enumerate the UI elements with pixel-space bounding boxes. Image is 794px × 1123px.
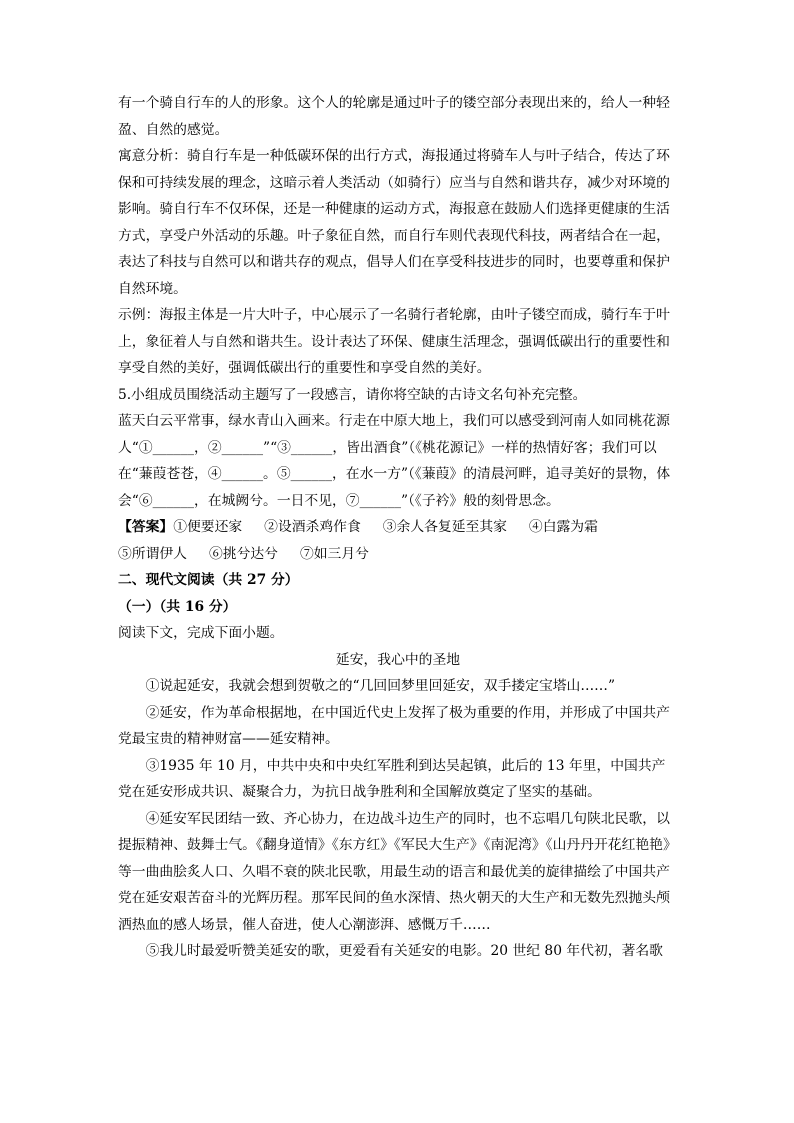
article-paragraph: ②延安，作为革命根据地，在中国近代史上发挥了极为重要的作用，并形成了中国共产党最宝贵的精神财富——延安精神。 — [118, 704, 670, 747]
article-paragraph: ④延安军民团结一致、齐心协力，在边战斗边生产的同时，也不忘唱几句陕北民歌，以提振精神、鼓舞士气。《翻身道情》《东方红》《军民大生产》《南泥湾》《山丹丹开花红艳艳》等一曲曲脍炙人口、久唱不衰的陕北民歌，用最生动的语言和最优美的旋律描绘了中国共产党在延安艰苦奋斗的光辉历程。那军民间的鱼水深情、热火朝天的大生产和无数先烈抛头颅洒热血的感人场景，催人奋进，使人心潮澎湃、感慨万千…… — [118, 810, 677, 933]
answer-item: ②设酒杀鸡作食 — [264, 519, 361, 535]
question-5-prompt: 5.小组成员围绕活动主题写了一段感言，请你将空缺的古诗文名句补充完整。 — [118, 386, 587, 403]
meaning-analysis: 寓意分析：骑自行车是一种低碳环保的出行方式，海报通过将骑车人与叶子结合，传达了环保和可持续发展的理念，这暗示着人类活动（如骑行）应当与自然和谐共存，减少对环境的影响。骑自行车不仅环保，还是一种健康的运动方式，海报意在鼓励人们选择更健康的生活方式，享受户外活动的乐趣。叶子象征自然，而自行车则代表现代科技，两者结合在一起，表达了科技与自然可以和谐共存的观点，倡导人们在享受科技进步的同时，也要尊重和保护自然环境。 — [118, 148, 670, 297]
answer-line-2 — [118, 541, 678, 568]
example-answer: 示例：海报主体是一片大叶子，中心展示了一名骑行者轮廓，由叶子镂空而成，骑行车于叶上，象征着人与自然和谐共生。设计表达了环保、健康生活理念，强调低碳出行的重要性和享受自然的美好，强调低碳出行的重要性和享受自然的美好。 — [118, 307, 670, 376]
document-page — [118, 90, 678, 965]
section-heading: 二、现代文阅读（共 27 分） — [118, 572, 299, 588]
sub-heading: （一）（共 16 分） — [118, 598, 237, 615]
answer-item: ④白露为霜 — [528, 519, 598, 535]
article-paragraph: ③1935 年 10 月，中共中央和中央红军胜利到达吴起镇，此后的 13 年里，中国共产党在延安形成共识、凝聚合力，为抗日战争胜利和全国解放奠定了坚实的基础。 — [118, 757, 666, 800]
answer-item: ①便要还家 — [173, 519, 243, 535]
intro-description: 有一个骑自行车的人的形象。这个人的轮廓是通过叶子的镂空部分表现出来的，给人一种轻盈、自然的感觉。 — [118, 95, 670, 138]
answer-item: ⑥挑兮达兮 — [208, 545, 278, 562]
answer-line-1 — [118, 514, 678, 541]
article-paragraph: ⑤我儿时最爱听赞美延安的歌，更爱看有关延安的电影。20 世纪 80 年代初，著名歌 — [145, 943, 663, 959]
question-5-passage: 蓝天白云平常事，绿水青山入画来。行走在中原大地上，我们可以感受到河南人如同桃花源人“①______，②______”“③______，皆出酒食”（《桃花源记》一样的热情好客；我们可以在“蒹葭苍苍，④______。⑤______，在水一方”（《蒹葭》的清晨河畔，追寻美好的景物，体会“⑥______，在城阙兮。一日不见，⑦______”（《子衿》般的刻骨思念。 — [118, 413, 671, 509]
answer-item: ③余人各复延至其家 — [382, 519, 507, 535]
article-paragraph: ①说起延安，我就会想到贺敬之的“几回回梦里回延安，双手搂定宝塔山……” — [145, 678, 615, 694]
article-title: 延安，我心中的圣地 — [335, 651, 461, 668]
answer-item: ⑤所谓伊人 — [118, 545, 187, 562]
answer-label: 【答案】 — [118, 519, 174, 535]
reading-instruction: 阅读下文，完成下面小题。 — [118, 625, 284, 641]
answer-item: ⑦如三月兮 — [299, 545, 369, 562]
